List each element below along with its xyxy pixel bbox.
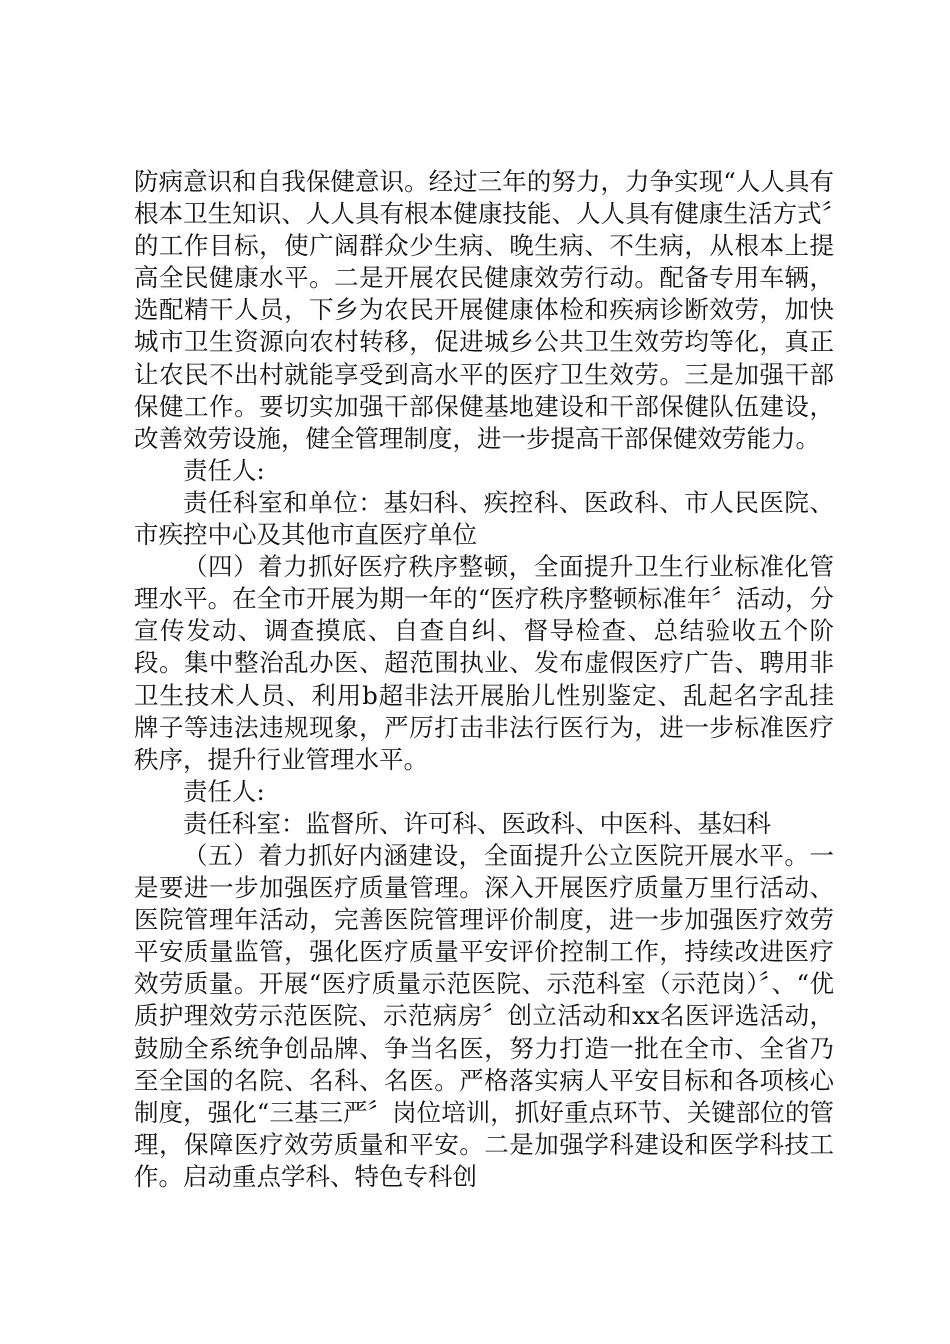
responsible-person-label-2: 责任人: <box>183 776 265 806</box>
paragraph-connotation-building: （五）着力抓好内涵建设，全面提升公立医院开展水平。一是要进一步加强医疗质量管理。深入开展医疗质量万里行活动、医院管理年活动，完善医院管理评价制度，进一步加强医疗效劳平安质量监管，强化医疗质量平安评价控制工作，持续改进医疗效劳质量。开展“医疗质量示范医院、示范科室（示范岗）〞、“优质护理效劳示范医院、示范病房〞创立活动和xx名医评选活动，鼓励全系统争创品牌、争当名医，努力打造一批在全市、全省乃至全国的名院、名科、名医。严格落实病人平安目标和各项核心制度，强化“三基三严〞岗位培训，抓好重点环节、关键部位的管理，保障医疗效劳质量和平安。二是加强学科建设和医学科技工作。启动重点学科、特色专科创 <box>134 840 834 1191</box>
paragraph-health-awareness: 防病意识和自我保健意识。经过三年的努力，力争实现“人人具有根本卫生知识、人人具有根本健康技能、人人具有健康生活方式〞的工作目标，使广阔群众少生病、晚生病、不生病，从根本上提高全民健康水平。二是开展农民健康效劳行动。配备专用车辆，选配精干人员，下乡为农民开展健康体检和疾病诊断效劳，加快城市卫生资源向农村转移，促进城乡公共卫生效劳均等化，真正让农民不出村就能享受到高水平的医疗卫生效劳。三是加强干部保健工作。要切实加强干部保健基地建设和干部保健队伍建设，改善效劳设施，健全管理制度，进一步提高干部保健效劳能力。 <box>134 167 834 453</box>
document-page <box>134 166 834 1193</box>
responsible-departments-1: 责任科室和单位：基妇科、疾控科、医政科、市人民医院、市疾控中心及其他市直医疗单位 <box>134 487 834 550</box>
responsible-person-label-1: 责任人: <box>183 455 265 485</box>
responsible-departments-2: 责任科室：监督所、许可科、医政科、中医科、基妇科 <box>183 808 771 838</box>
paragraph-medical-order: （四）着力抓好医疗秩序整顿，全面提升卫生行业标准化管理水平。在全市开展为期一年的“医疗秩序整顿标准年〞活动，分宣传发动、调查摸底、自查自纠、督导检查、总结验收五个阶段。集中整治乱办医、超范围执业、发布虚假医疗广告、聘用非卫生技术人员、利用b超非法开展胎儿性别鉴定、乱起名字乱挂牌子等违法违规现象，严厉打击非法行医行为，进一步标准医疗秩序，提升行业管理水平。 <box>134 552 834 774</box>
